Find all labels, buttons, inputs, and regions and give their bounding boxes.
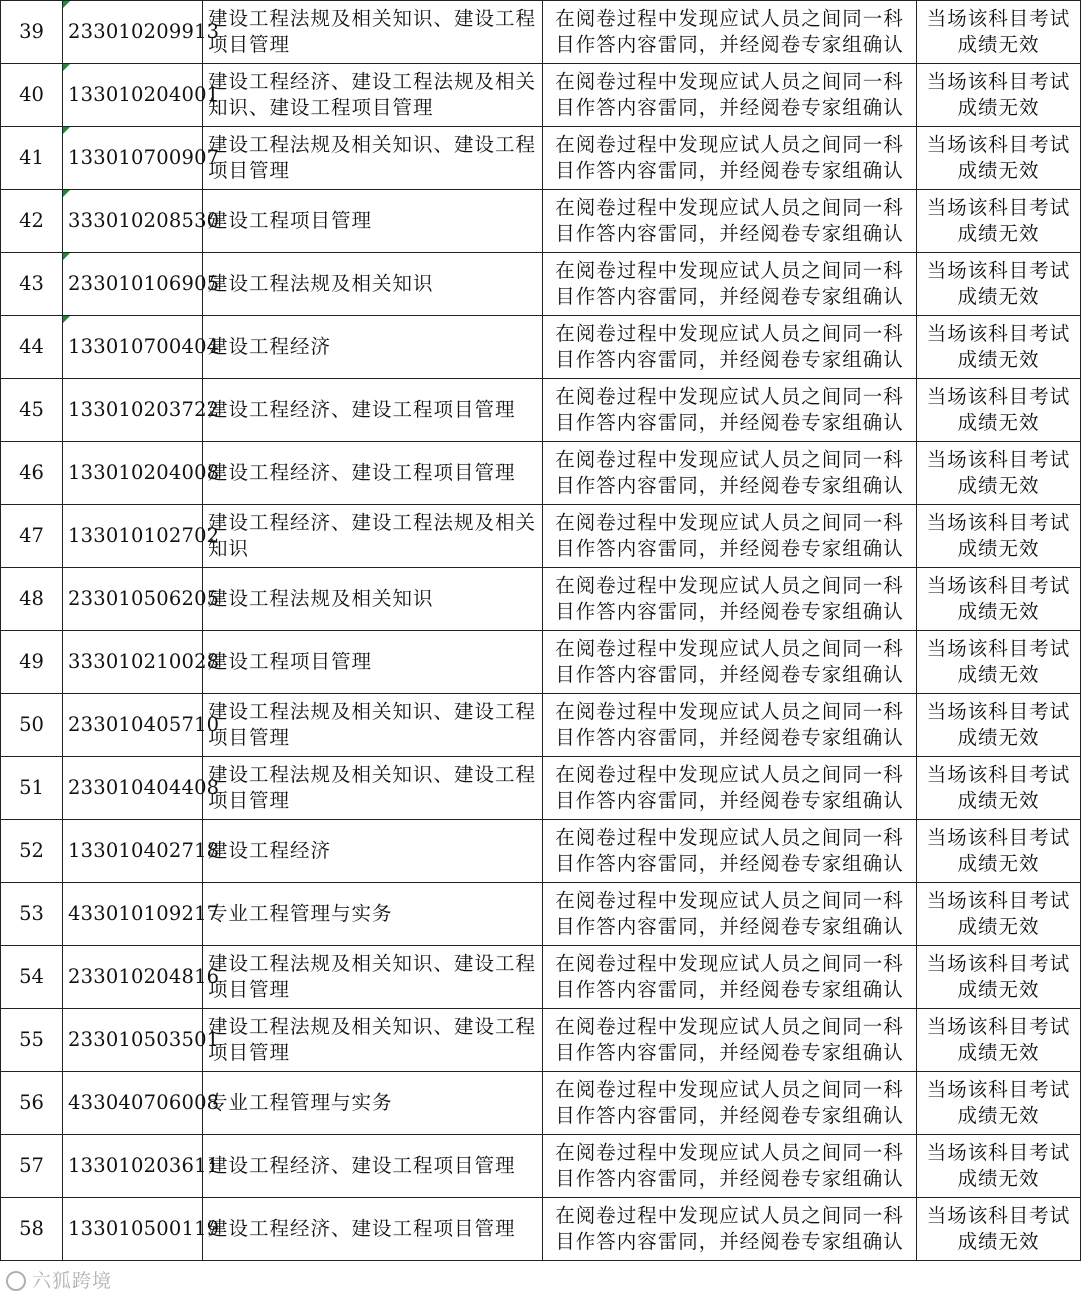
watermark-text: 六狐跨境	[32, 1270, 113, 1292]
table-row	[1, 379, 1081, 442]
subjects-cell	[203, 694, 543, 757]
cell-comment-marker-icon	[63, 64, 70, 71]
subjects-cell	[203, 820, 543, 883]
subjects-text: 建设工程法规及相关知识、建设工程项目管理	[208, 1015, 537, 1064]
subjects-text: 专业工程管理与实务	[208, 902, 393, 925]
candidate-id-text: 433010109217	[68, 902, 220, 925]
result-cell	[917, 253, 1081, 316]
candidate-id-cell	[63, 631, 220, 694]
row-number-text: 53	[19, 902, 44, 925]
candidate-id-text: 233010405710	[68, 713, 220, 736]
result-text: 当场该科目考试成绩无效	[926, 448, 1071, 497]
row-number-cell	[1, 694, 63, 757]
table-row	[1, 568, 1081, 631]
subjects-text: 建设工程法规及相关知识、建设工程项目管理	[208, 133, 537, 182]
candidate-id-cell	[63, 127, 220, 190]
row-number-text: 41	[19, 146, 44, 169]
candidate-id-cell	[63, 1, 220, 64]
reason-cell	[543, 505, 917, 568]
candidate-id-cell	[63, 379, 220, 442]
reason-text: 在阅卷过程中发现应试人员之间同一科目作答内容雷同，并经阅卷专家组确认	[555, 70, 904, 119]
candidate-id-cell	[63, 694, 220, 757]
row-number-text: 40	[19, 83, 44, 106]
reason-cell	[543, 316, 917, 379]
row-number-text: 50	[19, 713, 44, 736]
row-number-text: 45	[19, 398, 44, 421]
subjects-text: 建设工程法规及相关知识、建设工程项目管理	[208, 7, 537, 56]
result-text: 当场该科目考试成绩无效	[926, 133, 1071, 182]
reason-cell	[543, 820, 917, 883]
candidate-id-cell	[63, 505, 220, 568]
candidate-id-cell	[63, 1135, 220, 1198]
cell-comment-marker-icon	[63, 127, 70, 134]
subjects-text: 建设工程项目管理	[208, 209, 373, 232]
row-number-text: 58	[19, 1217, 44, 1240]
table-row	[1, 505, 1081, 568]
table-row	[1, 1135, 1081, 1198]
table-row	[1, 883, 1081, 946]
candidate-id-cell	[63, 442, 220, 505]
result-cell	[917, 1135, 1081, 1198]
reason-text: 在阅卷过程中发现应试人员之间同一科目作答内容雷同，并经阅卷专家组确认	[555, 637, 904, 686]
candidate-id-text: 133010203611	[68, 1154, 220, 1177]
subjects-text: 建设工程项目管理	[208, 650, 373, 673]
result-text: 当场该科目考试成绩无效	[926, 7, 1071, 56]
table-row	[1, 946, 1081, 1009]
reason-text: 在阅卷过程中发现应试人员之间同一科目作答内容雷同，并经阅卷专家组确认	[555, 259, 904, 308]
reason-cell	[543, 757, 917, 820]
candidate-id-text: 233010106905	[68, 272, 220, 295]
candidate-id-cell	[63, 253, 220, 316]
subjects-cell	[203, 442, 543, 505]
result-text: 当场该科目考试成绩无效	[926, 1078, 1071, 1127]
candidate-id-text: 233010209913	[68, 20, 220, 43]
table-body	[1, 1, 1081, 1261]
reason-text: 在阅卷过程中发现应试人员之间同一科目作答内容雷同，并经阅卷专家组确认	[555, 574, 904, 623]
reason-cell	[543, 883, 917, 946]
candidate-id-cell	[63, 757, 220, 820]
result-text: 当场该科目考试成绩无效	[926, 700, 1071, 749]
subjects-text: 建设工程经济、建设工程项目管理	[208, 1217, 516, 1240]
subjects-cell	[203, 1009, 543, 1072]
cell-comment-marker-icon	[63, 316, 70, 323]
row-number-cell	[1, 883, 63, 946]
result-cell	[917, 631, 1081, 694]
result-cell	[917, 1009, 1081, 1072]
result-text: 当场该科目考试成绩无效	[926, 70, 1071, 119]
result-cell	[917, 505, 1081, 568]
row-number-text: 48	[19, 587, 44, 610]
reason-text: 在阅卷过程中发现应试人员之间同一科目作答内容雷同，并经阅卷专家组确认	[555, 448, 904, 497]
reason-text: 在阅卷过程中发现应试人员之间同一科目作答内容雷同，并经阅卷专家组确认	[555, 196, 904, 245]
subjects-text: 专业工程管理与实务	[208, 1091, 393, 1114]
table-row	[1, 631, 1081, 694]
reason-cell	[543, 253, 917, 316]
row-number-text: 57	[19, 1154, 44, 1177]
row-number-cell	[1, 1198, 63, 1261]
row-number-cell	[1, 757, 63, 820]
table-row	[1, 1072, 1081, 1135]
result-cell	[917, 694, 1081, 757]
table-row	[1, 127, 1081, 190]
result-text: 当场该科目考试成绩无效	[926, 889, 1071, 938]
candidate-id-text: 133010102702	[68, 524, 220, 547]
candidate-id-cell	[63, 190, 220, 253]
reason-text: 在阅卷过程中发现应试人员之间同一科目作答内容雷同，并经阅卷专家组确认	[555, 511, 904, 560]
result-cell	[917, 127, 1081, 190]
row-number-text: 42	[19, 209, 44, 232]
candidate-id-cell	[63, 1072, 220, 1135]
candidate-id-cell	[63, 820, 220, 883]
reason-cell	[543, 568, 917, 631]
subjects-text: 建设工程经济、建设工程项目管理	[208, 398, 516, 421]
reason-text: 在阅卷过程中发现应试人员之间同一科目作答内容雷同，并经阅卷专家组确认	[555, 385, 904, 434]
candidate-id-text: 233010204816	[68, 965, 220, 988]
reason-text: 在阅卷过程中发现应试人员之间同一科目作答内容雷同，并经阅卷专家组确认	[555, 700, 904, 749]
watermark	[6, 1266, 112, 1293]
subjects-cell	[203, 316, 543, 379]
cell-comment-marker-icon	[63, 1, 70, 8]
result-text: 当场该科目考试成绩无效	[926, 259, 1071, 308]
reason-text: 在阅卷过程中发现应试人员之间同一科目作答内容雷同，并经阅卷专家组确认	[555, 1078, 904, 1127]
table-row	[1, 190, 1081, 253]
result-cell	[917, 883, 1081, 946]
reason-text: 在阅卷过程中发现应试人员之间同一科目作答内容雷同，并经阅卷专家组确认	[555, 1015, 904, 1064]
table-row	[1, 253, 1081, 316]
row-number-text: 55	[19, 1028, 44, 1051]
subjects-text: 建设工程经济、建设工程法规及相关知识	[208, 511, 537, 560]
row-number-cell	[1, 631, 63, 694]
subjects-cell	[203, 568, 543, 631]
table-row	[1, 694, 1081, 757]
candidate-id-text: 233010503501	[68, 1028, 220, 1051]
candidate-id-text: 133010204008	[68, 461, 220, 484]
result-cell	[917, 568, 1081, 631]
subjects-cell	[203, 631, 543, 694]
reason-text: 在阅卷过程中发现应试人员之间同一科目作答内容雷同，并经阅卷专家组确认	[555, 1204, 904, 1253]
candidate-id-text: 333010208530	[68, 209, 220, 232]
reason-text: 在阅卷过程中发现应试人员之间同一科目作答内容雷同，并经阅卷专家组确认	[555, 133, 904, 182]
row-number-cell	[1, 1135, 63, 1198]
candidate-id-text: 333010210028	[68, 650, 220, 673]
candidate-id-text: 133010500119	[68, 1217, 220, 1240]
row-number-cell	[1, 946, 63, 1009]
result-text: 当场该科目考试成绩无效	[926, 952, 1071, 1001]
reason-cell	[543, 127, 917, 190]
candidate-id-text: 133010203722	[68, 398, 220, 421]
result-cell	[917, 442, 1081, 505]
cell-comment-marker-icon	[63, 190, 70, 197]
weibo-icon	[6, 1271, 26, 1291]
result-cell	[917, 64, 1081, 127]
candidate-id-cell	[63, 316, 220, 379]
result-text: 当场该科目考试成绩无效	[926, 826, 1071, 875]
subjects-text: 建设工程经济、建设工程项目管理	[208, 1154, 516, 1177]
candidate-id-text: 233010506205	[68, 587, 220, 610]
row-number-text: 49	[19, 650, 44, 673]
row-number-cell	[1, 1072, 63, 1135]
candidate-id-cell	[63, 568, 220, 631]
reason-text: 在阅卷过程中发现应试人员之间同一科目作答内容雷同，并经阅卷专家组确认	[555, 763, 904, 812]
reason-cell	[543, 1072, 917, 1135]
row-number-cell	[1, 505, 63, 568]
result-text: 当场该科目考试成绩无效	[926, 763, 1071, 812]
subjects-text: 建设工程经济	[208, 335, 332, 358]
subjects-cell	[203, 1198, 543, 1261]
result-text: 当场该科目考试成绩无效	[926, 1204, 1071, 1253]
result-cell	[917, 1072, 1081, 1135]
subjects-text: 建设工程法规及相关知识	[208, 272, 434, 295]
reason-text: 在阅卷过程中发现应试人员之间同一科目作答内容雷同，并经阅卷专家组确认	[555, 322, 904, 371]
reason-text: 在阅卷过程中发现应试人员之间同一科目作答内容雷同，并经阅卷专家组确认	[555, 826, 904, 875]
subjects-cell	[203, 64, 543, 127]
result-text: 当场该科目考试成绩无效	[926, 637, 1071, 686]
reason-cell	[543, 64, 917, 127]
subjects-cell	[203, 1, 543, 64]
row-number-text: 51	[19, 776, 44, 799]
cell-comment-marker-icon	[63, 253, 70, 260]
result-cell	[917, 379, 1081, 442]
reason-cell	[543, 442, 917, 505]
subjects-text: 建设工程经济	[208, 839, 332, 862]
row-number-text: 52	[19, 839, 44, 862]
row-number-cell	[1, 64, 63, 127]
subjects-cell	[203, 505, 543, 568]
result-text: 当场该科目考试成绩无效	[926, 196, 1071, 245]
row-number-cell	[1, 379, 63, 442]
row-number-cell	[1, 316, 63, 379]
subjects-text: 建设工程经济、建设工程项目管理	[208, 461, 516, 484]
result-text: 当场该科目考试成绩无效	[926, 385, 1071, 434]
subjects-text: 建设工程经济、建设工程法规及相关知识、建设工程项目管理	[208, 70, 537, 119]
result-cell	[917, 820, 1081, 883]
result-cell	[917, 1198, 1081, 1261]
reason-cell	[543, 190, 917, 253]
row-number-cell	[1, 1, 63, 64]
subjects-cell	[203, 379, 543, 442]
row-number-text: 56	[19, 1091, 44, 1114]
subjects-cell	[203, 190, 543, 253]
reason-text: 在阅卷过程中发现应试人员之间同一科目作答内容雷同，并经阅卷专家组确认	[555, 1141, 904, 1190]
reason-cell	[543, 379, 917, 442]
table-row	[1, 1009, 1081, 1072]
row-number-cell	[1, 820, 63, 883]
candidate-id-cell	[63, 64, 220, 127]
candidate-id-cell	[63, 1009, 220, 1072]
result-cell	[917, 1, 1081, 64]
result-text: 当场该科目考试成绩无效	[926, 1015, 1071, 1064]
candidate-id-cell	[63, 883, 220, 946]
subjects-text: 建设工程法规及相关知识、建设工程项目管理	[208, 952, 537, 1001]
reason-cell	[543, 1135, 917, 1198]
reason-cell	[543, 631, 917, 694]
row-number-cell	[1, 253, 63, 316]
result-cell	[917, 946, 1081, 1009]
result-text: 当场该科目考试成绩无效	[926, 574, 1071, 623]
row-number-text: 46	[19, 461, 44, 484]
candidate-id-text: 433040706008	[68, 1091, 220, 1114]
subjects-text: 建设工程法规及相关知识	[208, 587, 434, 610]
subjects-cell	[203, 253, 543, 316]
subjects-cell	[203, 946, 543, 1009]
candidate-id-text: 133010700404	[68, 335, 220, 358]
row-number-text: 44	[19, 335, 44, 358]
candidate-id-cell	[63, 946, 220, 1009]
reason-text: 在阅卷过程中发现应试人员之间同一科目作答内容雷同，并经阅卷专家组确认	[555, 889, 904, 938]
candidate-id-text: 133010402718	[68, 839, 220, 862]
row-number-text: 39	[19, 20, 44, 43]
row-number-text: 47	[19, 524, 44, 547]
subjects-cell	[203, 1135, 543, 1198]
reason-cell	[543, 1009, 917, 1072]
reason-cell	[543, 694, 917, 757]
row-number-cell	[1, 442, 63, 505]
row-number-cell	[1, 127, 63, 190]
subjects-cell	[203, 127, 543, 190]
subjects-cell	[203, 1072, 543, 1135]
reason-text: 在阅卷过程中发现应试人员之间同一科目作答内容雷同，并经阅卷专家组确认	[555, 952, 904, 1001]
table-row	[1, 820, 1081, 883]
result-cell	[917, 190, 1081, 253]
table-row	[1, 1198, 1081, 1261]
subjects-text: 建设工程法规及相关知识、建设工程项目管理	[208, 700, 537, 749]
row-number-cell	[1, 190, 63, 253]
result-text: 当场该科目考试成绩无效	[926, 322, 1071, 371]
reason-cell	[543, 1, 917, 64]
reason-cell	[543, 946, 917, 1009]
result-cell	[917, 757, 1081, 820]
table-row	[1, 1, 1081, 64]
subjects-cell	[203, 883, 543, 946]
table-row	[1, 64, 1081, 127]
table-row	[1, 757, 1081, 820]
candidate-id-text: 133010204001	[68, 83, 220, 106]
row-number-text: 43	[19, 272, 44, 295]
table-row	[1, 316, 1081, 379]
subjects-cell	[203, 757, 543, 820]
row-number-cell	[1, 1009, 63, 1072]
row-number-text: 54	[19, 965, 44, 988]
candidate-id-cell	[63, 1198, 220, 1261]
result-text: 当场该科目考试成绩无效	[926, 1141, 1071, 1190]
candidate-id-text: 233010404408	[68, 776, 220, 799]
row-number-cell	[1, 568, 63, 631]
result-cell	[917, 316, 1081, 379]
table-row	[1, 442, 1081, 505]
subjects-text: 建设工程法规及相关知识、建设工程项目管理	[208, 763, 537, 812]
reason-cell	[543, 1198, 917, 1261]
reason-text: 在阅卷过程中发现应试人员之间同一科目作答内容雷同，并经阅卷专家组确认	[555, 7, 904, 56]
result-text: 当场该科目考试成绩无效	[926, 511, 1071, 560]
candidate-id-text: 133010700907	[68, 146, 220, 169]
